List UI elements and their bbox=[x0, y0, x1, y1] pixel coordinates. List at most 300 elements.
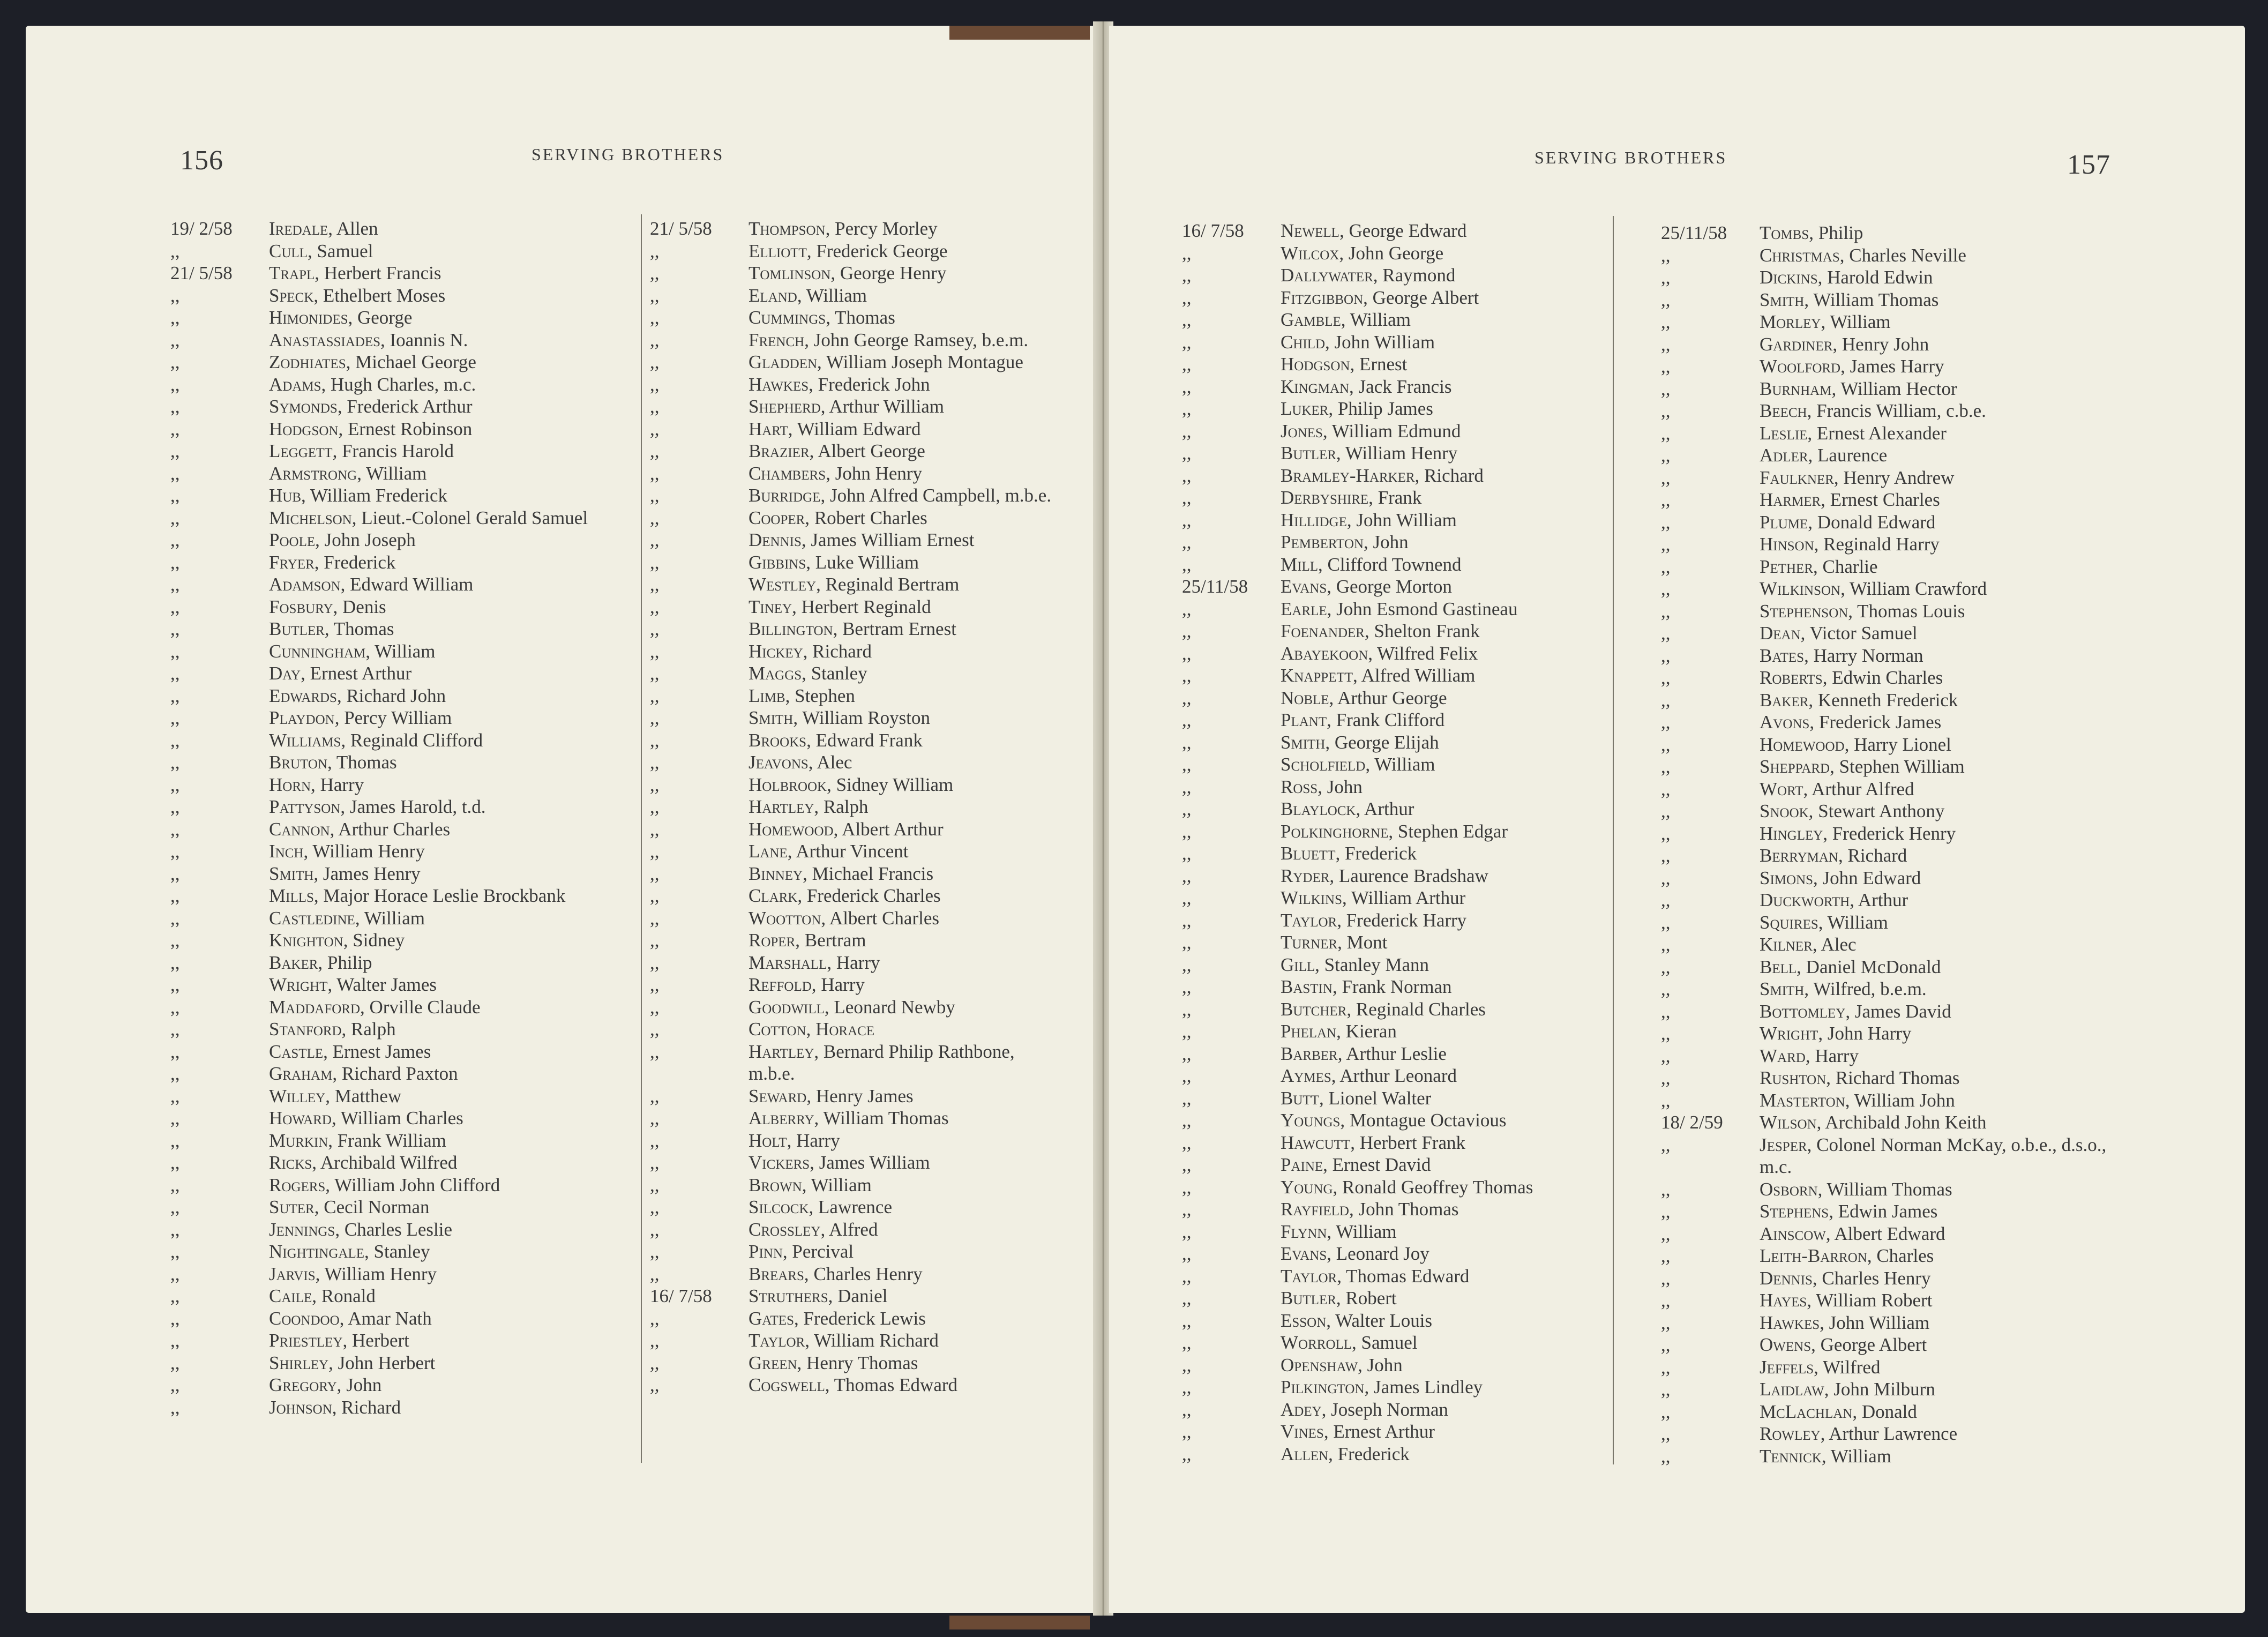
entry-surname: Knighton, bbox=[269, 930, 348, 951]
entry-row bbox=[650, 1374, 1062, 1396]
entry-row bbox=[1182, 575, 1635, 598]
entry-given-names: Robert Charles bbox=[810, 507, 927, 528]
entry-date: ,, bbox=[1182, 909, 1192, 931]
entry-date: ,, bbox=[650, 885, 660, 906]
entry-given-names: Amar Nath bbox=[344, 1307, 432, 1329]
entry-row bbox=[1661, 444, 2122, 467]
entry-date: ,, bbox=[1182, 1043, 1192, 1064]
entry-surname: Adey, bbox=[1281, 1399, 1327, 1420]
entry-surname: Adamson, bbox=[269, 574, 346, 595]
entry-name bbox=[269, 1285, 642, 1307]
entry-row bbox=[1661, 1089, 2122, 1112]
entry-given-names: Frederick James bbox=[1814, 712, 1942, 732]
entry-given-names: Robert bbox=[1341, 1288, 1397, 1309]
entry-surname: Cogswell, bbox=[748, 1374, 830, 1395]
entry-given-names: Philip James bbox=[1333, 398, 1433, 419]
entry-date: ,, bbox=[170, 752, 180, 773]
entry-given-names: Harry bbox=[1810, 1045, 1859, 1066]
entry-surname: Trapl, bbox=[269, 263, 320, 283]
entry-given-names: Charles Henry bbox=[809, 1263, 923, 1284]
entry-row bbox=[1182, 242, 1635, 265]
entry-surname: Bell, bbox=[1760, 956, 1801, 977]
entry-name bbox=[269, 685, 642, 707]
entry-surname: Plume, bbox=[1760, 511, 1813, 533]
entry-given-names: William Thomas bbox=[819, 1108, 949, 1128]
entry-date: ,, bbox=[1182, 754, 1192, 775]
entry-date: ,, bbox=[1182, 887, 1192, 908]
entry-date: ,, bbox=[1661, 1334, 1671, 1355]
entry-name bbox=[748, 751, 1062, 774]
entry-name bbox=[1281, 1065, 1635, 1087]
entry-row bbox=[1661, 422, 2122, 445]
entry-date: ,, bbox=[650, 1130, 660, 1151]
entry-row bbox=[1182, 1243, 1635, 1265]
entry-date: ,, bbox=[1182, 598, 1192, 619]
entry-given-names: James Lindley bbox=[1369, 1377, 1483, 1397]
entry-given-names: William bbox=[1345, 309, 1411, 330]
entry-surname: Aymes, bbox=[1281, 1065, 1336, 1086]
entry-date: ,, bbox=[1661, 667, 1671, 688]
entry-row bbox=[650, 351, 1062, 373]
entry-row bbox=[1182, 820, 1635, 843]
entry-date: ,, bbox=[170, 1241, 180, 1262]
entry-row bbox=[170, 1041, 642, 1063]
entry-date: ,, bbox=[1182, 265, 1192, 286]
entry-surname: Reffold, bbox=[748, 974, 817, 995]
entry-row bbox=[1182, 1332, 1635, 1354]
entry-row bbox=[170, 840, 642, 863]
entry-row bbox=[1182, 1287, 1635, 1310]
entry-row bbox=[1661, 355, 2122, 378]
entry-date: ,, bbox=[1661, 623, 1671, 644]
entry-name bbox=[1281, 353, 1635, 376]
entry-given-names: William Richard bbox=[809, 1330, 939, 1351]
entry-given-names: Arthur Leslie bbox=[1342, 1043, 1447, 1064]
entry-surname: Jeavons, bbox=[748, 752, 813, 773]
entry-row bbox=[170, 218, 642, 240]
entry-surname: Wilcox, bbox=[1281, 242, 1344, 264]
entry-row bbox=[1661, 289, 2122, 311]
entry-name bbox=[269, 418, 642, 440]
entry-name bbox=[269, 373, 642, 396]
entry-row bbox=[1182, 1020, 1635, 1043]
entry-row bbox=[1182, 620, 1635, 642]
entry-given-names: Harry bbox=[832, 952, 880, 973]
entry-date: ,, bbox=[170, 373, 180, 395]
entry-date: ,, bbox=[170, 996, 180, 1018]
entry-row bbox=[1661, 1000, 2122, 1023]
entry-name bbox=[1281, 998, 1635, 1021]
entry-surname: Openshaw, bbox=[1281, 1354, 1363, 1376]
entry-surname: Child, bbox=[1281, 331, 1330, 353]
entry-given-names: John George bbox=[1344, 242, 1444, 264]
entry-surname: Cotton, Horace bbox=[748, 1019, 875, 1040]
entry-date: ,, bbox=[1182, 1288, 1192, 1309]
entry-row bbox=[1661, 1423, 2122, 1445]
entry-given-names: Michael Francis bbox=[807, 863, 934, 884]
entry-name bbox=[748, 596, 1062, 618]
entry-row bbox=[650, 974, 1062, 996]
entry-row bbox=[1661, 689, 2122, 712]
entry-name bbox=[269, 573, 642, 596]
entry-given-names: Arthur Lawrence bbox=[1825, 1423, 1958, 1444]
entry-surname: Rowley, bbox=[1760, 1423, 1825, 1444]
entry-given-names: Frederick Harry bbox=[1341, 909, 1467, 931]
entry-name bbox=[748, 262, 1062, 285]
entry-surname: Playdon, bbox=[269, 707, 340, 728]
entry-surname: Hingley, bbox=[1760, 823, 1828, 844]
entry-row bbox=[1182, 264, 1635, 287]
entry-name bbox=[748, 1107, 1062, 1130]
entry-surname: Pilkington, bbox=[1281, 1377, 1369, 1397]
entry-row bbox=[1661, 511, 2122, 534]
entry-given-names: Wilfred Felix bbox=[1373, 642, 1478, 664]
entry-given-names: Charles bbox=[1872, 1245, 1934, 1266]
entry-name bbox=[1760, 1000, 2122, 1023]
entry-name bbox=[1281, 420, 1635, 443]
entry-surname: Holt, bbox=[748, 1130, 792, 1151]
entry-row bbox=[650, 1130, 1062, 1152]
entry-given-names: Richard Paxton bbox=[337, 1063, 458, 1084]
entry-date: ,, bbox=[1182, 1199, 1192, 1220]
entry-row bbox=[170, 996, 642, 1019]
entry-name bbox=[1281, 1310, 1635, 1332]
entry-date: ,, bbox=[1661, 889, 1671, 910]
entry-given-names: John Thomas bbox=[1353, 1199, 1459, 1220]
entry-given-names: Frederick bbox=[319, 551, 396, 573]
entry-row bbox=[170, 1396, 642, 1419]
entry-date: ,, bbox=[1661, 845, 1671, 866]
entry-date: ,, bbox=[1661, 1267, 1671, 1289]
entry-surname: Lane, bbox=[748, 841, 792, 862]
entry-date: ,, bbox=[1661, 445, 1671, 466]
entry-name bbox=[1281, 1243, 1635, 1265]
entry-name bbox=[1281, 798, 1635, 820]
entry-date: ,, bbox=[650, 752, 660, 773]
entry-date: ,, bbox=[650, 1374, 660, 1395]
entry-surname: Jennings, bbox=[269, 1219, 340, 1240]
entry-given-names: Arthur bbox=[1854, 889, 1908, 910]
entry-surname: Ross, bbox=[1281, 776, 1322, 797]
entry-row bbox=[1182, 642, 1635, 665]
entry-name bbox=[748, 307, 1062, 329]
entry-name bbox=[269, 1041, 642, 1063]
entry-row bbox=[650, 751, 1062, 774]
entry-name bbox=[748, 1085, 1062, 1108]
entry-surname: Hinson, bbox=[1760, 534, 1819, 555]
entry-row bbox=[650, 662, 1062, 685]
entry-given-names: Thomas Louis bbox=[1853, 600, 1965, 622]
entry-surname: Barber, bbox=[1281, 1043, 1343, 1064]
entry-name bbox=[1281, 242, 1635, 265]
entry-given-names: Archibald John Keith bbox=[1821, 1112, 1987, 1133]
entry-name bbox=[1760, 467, 2122, 489]
entry-name bbox=[1760, 289, 2122, 311]
entry-given-names: Bertram Ernest bbox=[837, 618, 956, 639]
entry-row bbox=[1661, 311, 2122, 333]
entry-given-names: Frank bbox=[1373, 487, 1422, 508]
entry-date: ,, bbox=[1661, 1290, 1671, 1311]
entry-surname: Brooks, bbox=[748, 729, 811, 751]
entry-given-names: William Frederick bbox=[305, 485, 448, 506]
entry-name bbox=[269, 262, 642, 285]
entry-name bbox=[748, 329, 1062, 352]
entry-row bbox=[1182, 1421, 1635, 1443]
entry-given-names: Reginald Harry bbox=[1818, 534, 1940, 555]
entry-row bbox=[1182, 398, 1635, 420]
right-page bbox=[1109, 26, 2245, 1613]
entry-given-names: William Edmund bbox=[1327, 420, 1461, 442]
entry-name bbox=[269, 863, 642, 885]
entry-given-names: Percy William bbox=[339, 707, 452, 728]
entry-date: ,, bbox=[650, 1152, 660, 1173]
entry-given-names: Charles Leslie bbox=[340, 1219, 453, 1240]
entry-given-names: Donald Edward bbox=[1813, 511, 1936, 533]
entry-name bbox=[748, 685, 1062, 707]
entry-date: ,, bbox=[1182, 376, 1192, 397]
entry-date: ,, bbox=[650, 263, 660, 283]
entry-name bbox=[1760, 1134, 2122, 1178]
entry-name bbox=[1281, 1043, 1635, 1065]
entry-date: ,, bbox=[1661, 1023, 1671, 1044]
entry-name bbox=[1281, 731, 1635, 754]
entry-date: ,, bbox=[1661, 1356, 1671, 1378]
entry-name bbox=[269, 596, 642, 618]
entry-given-names: John Herbert bbox=[333, 1352, 436, 1373]
entry-given-names: Frederick Lewis bbox=[798, 1307, 926, 1329]
entry-surname: Clark, bbox=[748, 885, 803, 906]
entry-name bbox=[269, 1263, 642, 1285]
entry-name bbox=[1760, 444, 2122, 467]
entry-surname: Cooper, bbox=[748, 507, 810, 528]
entry-date: ,, bbox=[170, 841, 180, 862]
entry-date: ,, bbox=[1661, 311, 1671, 332]
entry-row bbox=[650, 440, 1062, 462]
entry-surname: Sheppard, bbox=[1760, 756, 1835, 777]
entry-name bbox=[1281, 220, 1635, 242]
entry-row bbox=[1182, 531, 1635, 554]
entry-given-names: William bbox=[1823, 911, 1888, 933]
entry-date: ,, bbox=[650, 1108, 660, 1128]
entry-row bbox=[650, 484, 1062, 507]
entry-given-names: Charlie bbox=[1817, 556, 1878, 577]
entry-surname: Hickey, bbox=[748, 640, 808, 662]
entry-given-names: Harry Norman bbox=[1808, 645, 1923, 666]
entry-name bbox=[269, 1396, 642, 1419]
entry-date: ,, bbox=[650, 1219, 660, 1240]
entry-surname: Simons, bbox=[1760, 867, 1818, 888]
entry-surname: Stephens, bbox=[1760, 1201, 1833, 1222]
entry-date: ,, bbox=[650, 352, 660, 372]
entry-given-names: Denis bbox=[338, 596, 386, 617]
entry-given-names: William Henry bbox=[1341, 443, 1458, 464]
entry-surname: Binney, bbox=[748, 863, 807, 884]
entry-date: ,, bbox=[1182, 465, 1192, 486]
entry-surname: Smith, bbox=[269, 863, 319, 884]
entry-row bbox=[170, 1374, 642, 1396]
entry-row bbox=[650, 395, 1062, 418]
entry-name bbox=[1760, 667, 2122, 689]
entry-surname: Brazier, bbox=[748, 440, 814, 461]
entry-given-names: Arthur Charles bbox=[334, 818, 451, 840]
entry-name bbox=[1760, 844, 2122, 867]
entry-surname: Nightingale, bbox=[269, 1241, 369, 1262]
entry-row bbox=[1182, 1198, 1635, 1221]
entry-name bbox=[1281, 642, 1635, 665]
entry-date: ,, bbox=[650, 907, 660, 929]
entry-surname: Leith-Barron, bbox=[1760, 1245, 1872, 1266]
entry-row bbox=[1182, 909, 1635, 932]
entry-row bbox=[1661, 911, 2122, 934]
entry-given-names: Albert Charles bbox=[826, 907, 939, 929]
entry-given-names: Walter James bbox=[332, 974, 437, 995]
entry-given-names: Mont bbox=[1342, 932, 1388, 953]
entry-date: ,, bbox=[650, 663, 660, 684]
entry-name bbox=[269, 1240, 642, 1263]
entry-given-names: Daniel bbox=[833, 1285, 888, 1306]
entry-given-names: Herbert Frank bbox=[1354, 1132, 1465, 1153]
left-column-1 bbox=[170, 218, 642, 1418]
entry-surname: Harmer, bbox=[1760, 489, 1825, 510]
entry-given-names: Herbert Reginald bbox=[796, 596, 931, 617]
entry-surname: Worroll, bbox=[1281, 1332, 1357, 1353]
entry-date: ,, bbox=[650, 373, 660, 395]
entry-name bbox=[1760, 889, 2122, 911]
entry-row bbox=[1182, 709, 1635, 731]
entry-date: ,, bbox=[1182, 1310, 1192, 1331]
entry-given-names: Frank Clifford bbox=[1331, 709, 1445, 730]
entry-row bbox=[650, 685, 1062, 707]
entry-given-names: John Esmond Gastineau bbox=[1331, 598, 1518, 619]
entry-row bbox=[1182, 1087, 1635, 1110]
entry-given-names: Thomas Edward bbox=[829, 1374, 958, 1395]
entry-row bbox=[650, 507, 1062, 529]
entry-given-names: Donald bbox=[1857, 1401, 1917, 1422]
entry-row bbox=[170, 929, 642, 952]
entry-row bbox=[1182, 331, 1635, 354]
entry-surname: Leslie, bbox=[1760, 422, 1813, 444]
entry-date: ,, bbox=[170, 930, 180, 951]
entry-given-names: Arthur Leonard bbox=[1336, 1065, 1457, 1086]
entry-name bbox=[269, 484, 642, 507]
entry-date: ,, bbox=[1182, 687, 1192, 708]
entry-given-names: Lieut.-Colonel Gerald Samuel bbox=[356, 507, 588, 528]
entry-row bbox=[1661, 1067, 2122, 1089]
entry-given-names: James David bbox=[1850, 1000, 1951, 1022]
entry-name bbox=[748, 440, 1062, 462]
entry-given-names: John William bbox=[1824, 1312, 1930, 1333]
entry-date: ,, bbox=[1182, 709, 1192, 730]
entry-date: ,, bbox=[650, 574, 660, 595]
entry-name bbox=[269, 1196, 642, 1219]
entry-date: ,, bbox=[1661, 1067, 1671, 1088]
entry-surname: Woolford, bbox=[1760, 356, 1845, 377]
entry-name bbox=[748, 907, 1062, 930]
entry-name bbox=[748, 1307, 1062, 1330]
entry-name bbox=[748, 1041, 1062, 1085]
entry-row bbox=[1182, 509, 1635, 532]
entry-given-names: Ronald bbox=[317, 1285, 376, 1306]
entry-given-names: Henry Andrew bbox=[1838, 467, 1955, 488]
entry-row bbox=[1661, 556, 2122, 578]
entry-row bbox=[1182, 442, 1635, 465]
entry-given-names: Lawrence bbox=[813, 1197, 892, 1217]
entry-surname: Laidlaw, bbox=[1760, 1379, 1829, 1400]
entry-name bbox=[269, 618, 642, 640]
entry-surname: Bastin, bbox=[1281, 976, 1337, 997]
entry-row bbox=[170, 885, 642, 907]
entry-date: ,, bbox=[170, 551, 180, 573]
entry-name bbox=[269, 1352, 642, 1374]
entry-name bbox=[269, 395, 642, 418]
entry-given-names: Leonard Newby bbox=[829, 996, 955, 1018]
entry-given-names: Frank Norman bbox=[1337, 976, 1452, 997]
entry-name bbox=[748, 373, 1062, 396]
entry-name bbox=[1760, 956, 2122, 978]
entry-date: ,, bbox=[170, 707, 180, 728]
entry-row bbox=[1182, 865, 1635, 887]
entry-date: ,, bbox=[1661, 1223, 1671, 1244]
entry-date: ,, bbox=[650, 1263, 660, 1284]
entry-given-names: Charles Henry bbox=[1817, 1267, 1931, 1289]
entry-name bbox=[1281, 820, 1635, 843]
entry-surname: Turner, bbox=[1281, 932, 1342, 953]
entry-surname: Fosbury, bbox=[269, 596, 338, 617]
entry-date: ,, bbox=[1661, 600, 1671, 622]
entry-surname: Tennick, bbox=[1760, 1445, 1827, 1467]
entry-given-names: Thomas bbox=[332, 752, 397, 773]
entry-surname: Vines, bbox=[1281, 1421, 1329, 1442]
entry-given-names: William Royston bbox=[798, 707, 930, 728]
entry-surname: Seward, bbox=[748, 1085, 812, 1107]
entry-given-names: James Harold, t.d. bbox=[345, 796, 486, 817]
entry-date: ,, bbox=[1182, 509, 1192, 530]
running-head-left: SERVING BROTHERS bbox=[532, 145, 724, 164]
entry-date: ,, bbox=[1661, 333, 1671, 355]
entry-date: ,, bbox=[650, 1041, 660, 1062]
entry-name bbox=[1760, 622, 2122, 645]
entry-name bbox=[1281, 620, 1635, 642]
entry-date: ,, bbox=[1182, 287, 1192, 308]
entry-date: ,, bbox=[650, 1197, 660, 1217]
entry-given-names: Laurence bbox=[1813, 445, 1888, 466]
entry-given-names: Victor Samuel bbox=[1805, 623, 1918, 644]
entry-given-names: Ernest Arthur bbox=[1328, 1421, 1435, 1442]
entry-name bbox=[1281, 1421, 1635, 1443]
entry-surname: Shepherd, bbox=[748, 396, 826, 417]
entry-date: ,, bbox=[650, 863, 660, 884]
entry-date: ,, bbox=[1182, 420, 1192, 442]
entry-name bbox=[269, 1174, 642, 1197]
entry-date: ,, bbox=[1661, 422, 1671, 444]
page-number-right: 157 bbox=[2067, 150, 2110, 180]
entry-surname: Tomlinson, bbox=[748, 263, 836, 283]
entry-surname: Roberts, bbox=[1760, 667, 1828, 688]
entry-row bbox=[1182, 554, 1635, 576]
entry-name bbox=[1760, 1423, 2122, 1445]
entry-date: ,, bbox=[1661, 489, 1671, 510]
entry-name bbox=[748, 840, 1062, 863]
entry-name bbox=[1281, 287, 1635, 309]
entry-date: ,, bbox=[170, 307, 180, 328]
entry-row bbox=[1182, 931, 1635, 954]
entry-given-names: Frederick George bbox=[811, 240, 948, 261]
entry-given-names: Stephen William bbox=[1834, 756, 1965, 777]
entry-name bbox=[269, 662, 642, 685]
entry-given-names: Michael George bbox=[350, 352, 476, 372]
entry-given-names: Bernard Philip Rathbone, m.b.e. bbox=[748, 1041, 1015, 1084]
entry-given-names: William Charles bbox=[336, 1108, 463, 1128]
